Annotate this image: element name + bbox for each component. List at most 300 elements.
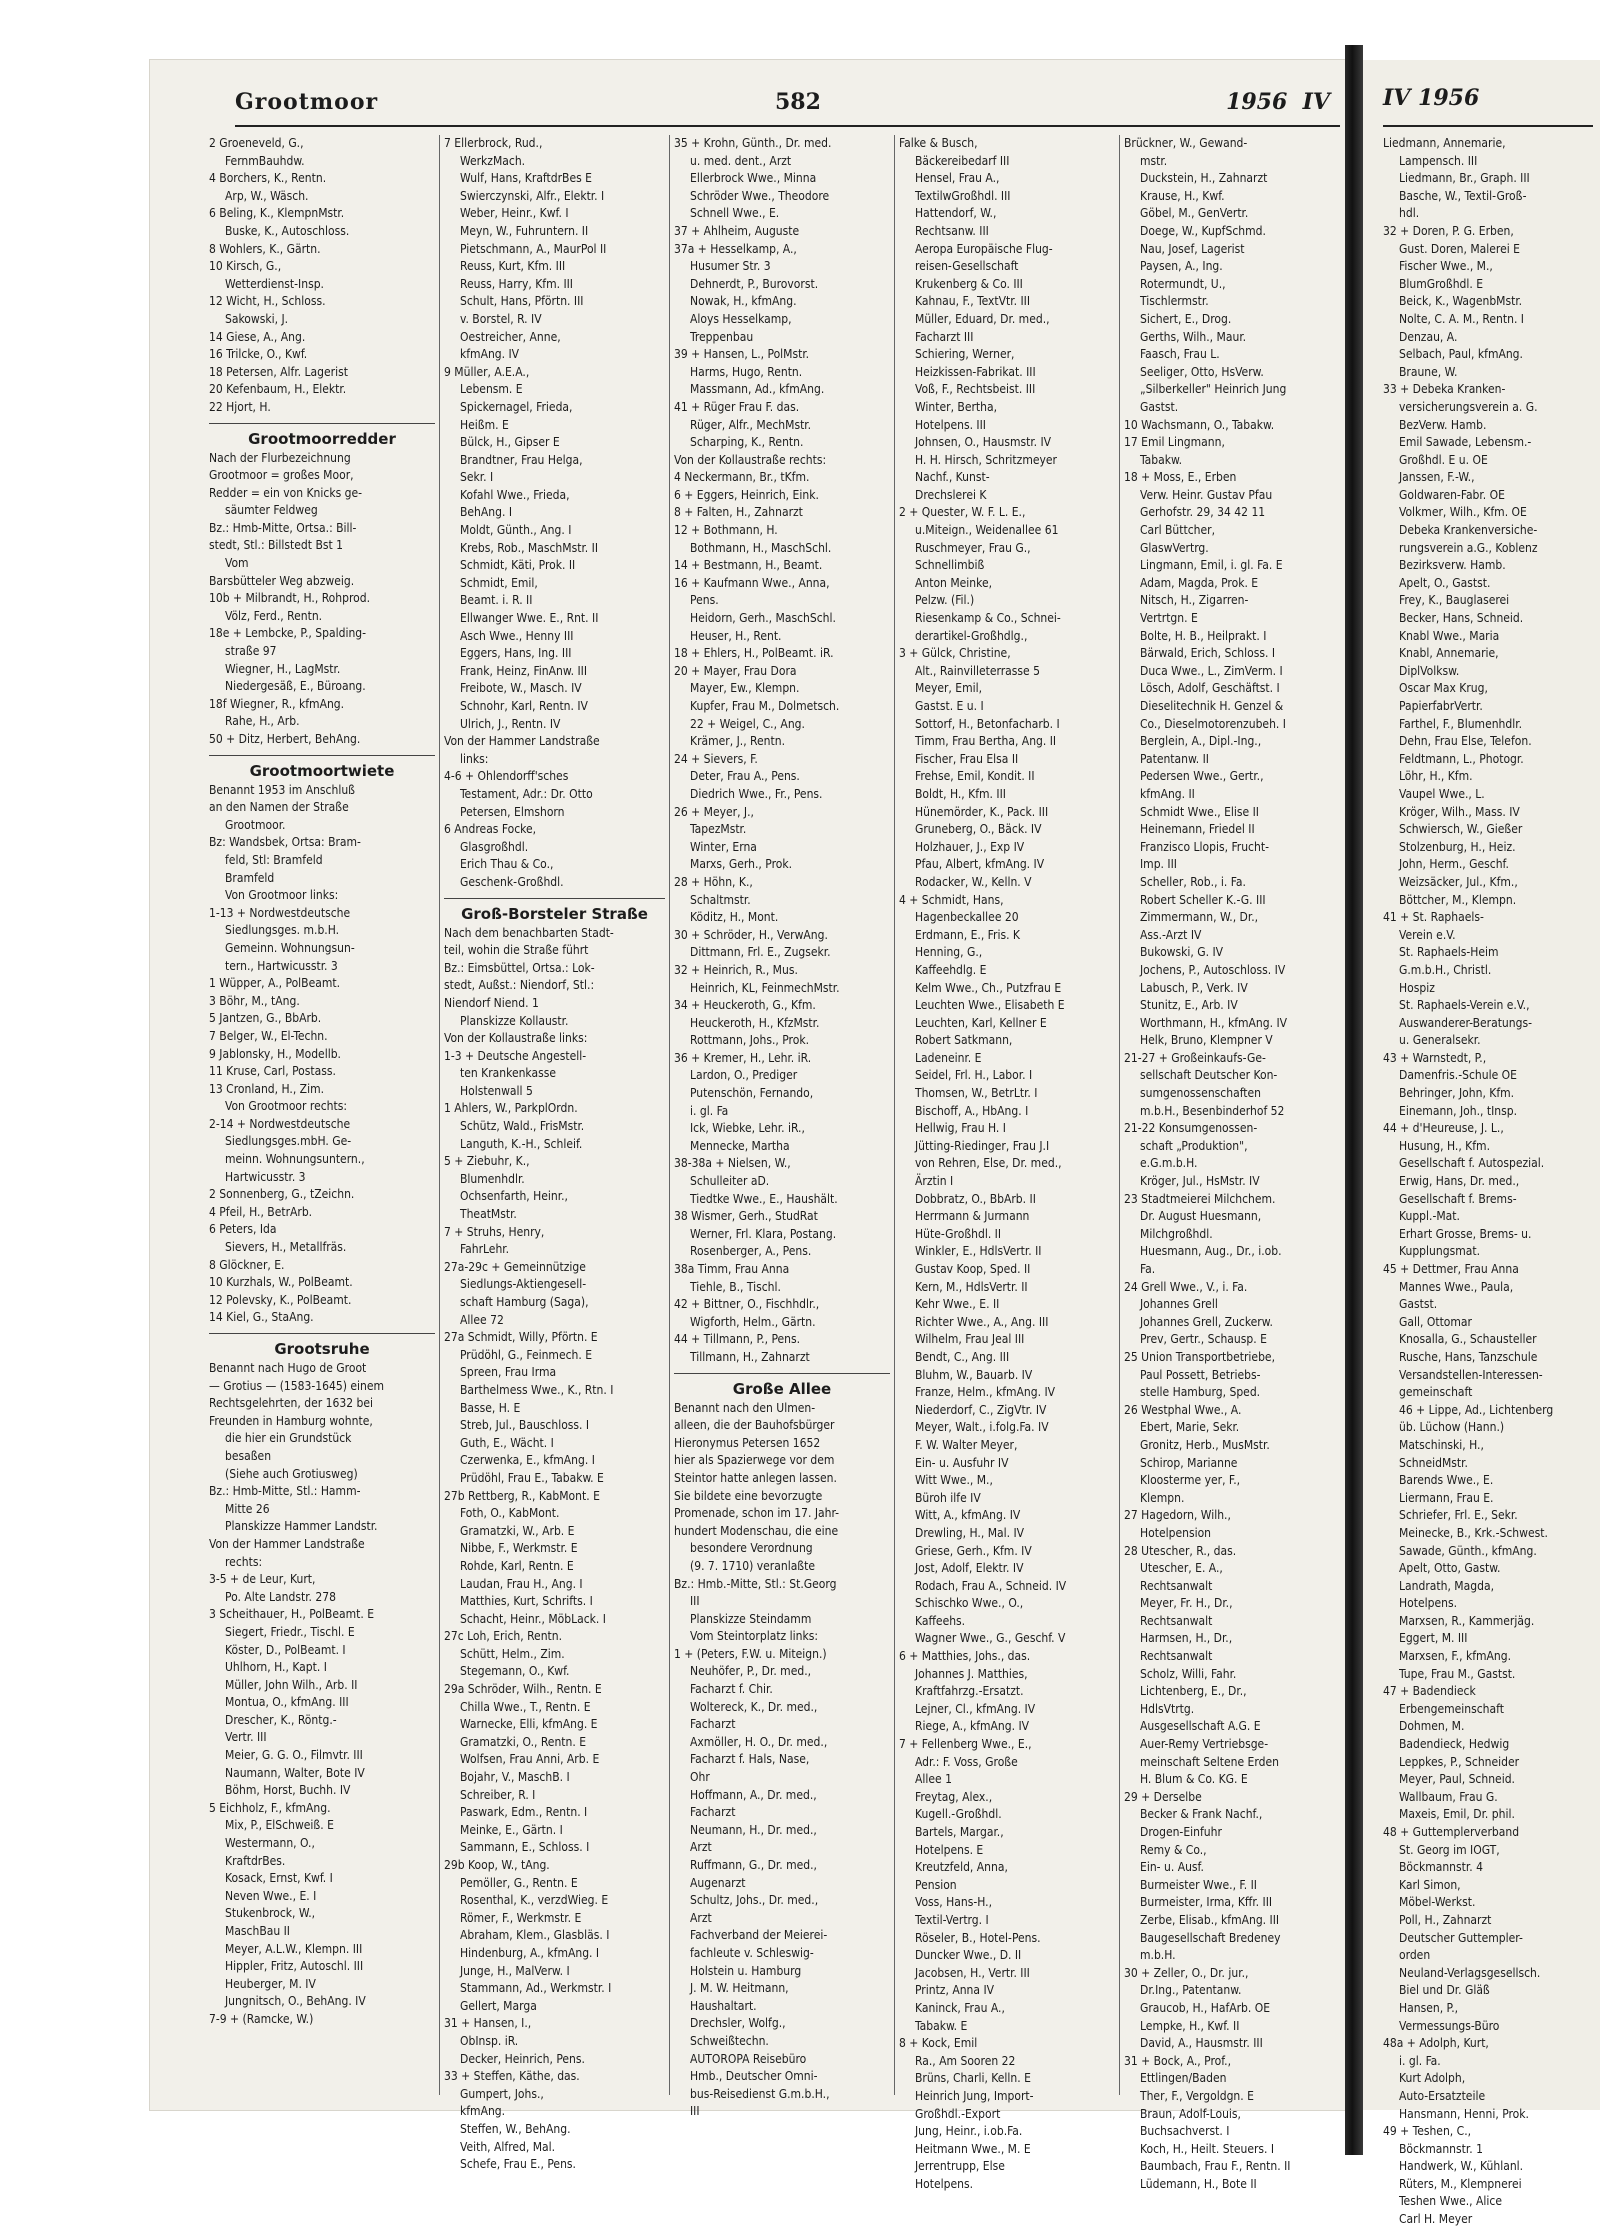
directory-entry: Jütting-Riedinger, Frau J.I bbox=[915, 1138, 1050, 1153]
directory-entry: Ruffmann, G., Dr. med., bbox=[690, 1858, 817, 1872]
directory-entry: Rotermundt, U., bbox=[1140, 276, 1226, 291]
directory-entry: Printz, Anna IV bbox=[915, 1983, 995, 1998]
directory-entry: 38-38a + Nielsen, W., bbox=[674, 1156, 791, 1171]
directory-entry: Jung, Heinr., i.ob.Fa. bbox=[915, 2124, 1023, 2139]
directory-entry: GlaswVertrg. bbox=[1140, 540, 1209, 555]
directory-entry: Thomsen, W., BetrLtr. I bbox=[915, 1086, 1038, 1101]
directory-entry: 14 Giese, A., Ang. bbox=[209, 329, 306, 344]
directory-entry: Meyer, Walt., i.folg.Fa. IV bbox=[915, 1420, 1049, 1435]
directory-entry: (9. 7. 1710) veranlaßte bbox=[690, 1558, 815, 1573]
directory-entry: Drechsler, Wolfg., bbox=[690, 2016, 786, 2031]
directory-entry: AUTOROPA Reisebüro bbox=[690, 2051, 807, 2066]
directory-entry: 44 + d'Heureuse, J. L., bbox=[1383, 1121, 1504, 1136]
directory-entry: Schriefer, Frl. E., Sekr. bbox=[1399, 1508, 1518, 1523]
directory-entry: Voß, F., Rechtsbeist. III bbox=[915, 382, 1036, 397]
directory-entry: Berglein, A., Dipl.-Ing., bbox=[1140, 734, 1262, 749]
directory-entry: besaßen bbox=[225, 1448, 272, 1463]
directory-entry: TapezMstr. bbox=[690, 822, 747, 837]
directory-entry: Dieselitechnik H. Genzel & bbox=[1140, 699, 1284, 713]
directory-entry: Schulleiter aD. bbox=[690, 1174, 770, 1189]
directory-entry: Krause, H., Kwf. bbox=[1140, 188, 1225, 203]
directory-entry: Meyer, A.L.W., Klempn. III bbox=[225, 1941, 363, 1956]
directory-entry: die hier ein Grundstück bbox=[225, 1431, 352, 1446]
directory-entry: Sammann, E., Schloss. I bbox=[460, 1840, 590, 1855]
directory-entry: Kehr Wwe., E. II bbox=[915, 1297, 1000, 1312]
directory-entry: Beamt. i. R. II bbox=[460, 593, 533, 608]
directory-entry: Römer, F., Werkmstr. E bbox=[460, 1910, 582, 1925]
directory-entry: Nolte, C. A. M., Rentn. I bbox=[1399, 311, 1524, 326]
directory-entry: Schefe, Frau E., Pens. bbox=[460, 2157, 576, 2172]
directory-entry: Paswark, Edm., Rentn. I bbox=[460, 1805, 588, 1820]
directory-entry: David, A., Hausmstr. III bbox=[1140, 2036, 1263, 2051]
directory-entry: 7-9 + (Ramcke, W.) bbox=[209, 2011, 314, 2026]
directory-entry: Winkler, E., HdlsVertr. II bbox=[915, 1244, 1042, 1259]
directory-entry: Pension bbox=[915, 1877, 957, 1892]
directory-entry: Böhm, Horst, Buchh. IV bbox=[225, 1783, 351, 1798]
directory-entry: Beick, K., WagenbMstr. bbox=[1399, 294, 1523, 309]
right-page-header: IV 1956 bbox=[1383, 85, 1593, 127]
directory-entry: Eggers, Hans, Ing. III bbox=[460, 646, 572, 661]
directory-entry: 29a Schröder, Wilh., Rentn. E bbox=[444, 1682, 602, 1697]
directory-entry: 48a + Adolph, Kurt, bbox=[1383, 2036, 1489, 2051]
directory-entry: Gramatzki, W., Arb. E bbox=[460, 1523, 575, 1538]
directory-entry: Wolterеck, K., Dr. med., bbox=[690, 1699, 818, 1714]
directory-entry: Vaupel Wwe., L. bbox=[1399, 786, 1485, 801]
directory-entry: Meier, G. G. O., Filmvtr. III bbox=[225, 1748, 363, 1763]
directory-entry: Arzt bbox=[690, 1840, 712, 1855]
directory-entry: Reuss, Harry, Kfm. III bbox=[460, 276, 573, 291]
directory-entry: Treppenbau bbox=[690, 329, 754, 344]
directory-entry: 33 + Steffen, Käthe, das. bbox=[444, 2069, 580, 2084]
directory-entry: Tillmann, H., Zahnarzt bbox=[690, 1349, 810, 1364]
directory-entry: Eggert, M. III bbox=[1399, 1631, 1468, 1646]
directory-entry: sumgenossenschaften bbox=[1140, 1086, 1261, 1101]
directory-entry: kfmAng. IV bbox=[460, 347, 520, 362]
directory-entry: Doege, W., KupfSchmd. bbox=[1140, 223, 1266, 238]
directory-entry: Spreen, Frau Irma bbox=[460, 1365, 557, 1380]
directory-entry: Gemeinn. Wohnungsun- bbox=[225, 940, 355, 955]
directory-entry: Siedlungs-Aktiengesell- bbox=[460, 1277, 587, 1292]
directory-entry: gemeinschaft bbox=[1399, 1385, 1473, 1400]
directory-entry: Aeropa Europäische Flug- bbox=[915, 241, 1053, 256]
directory-entry: 31 + Hansen, I., bbox=[444, 2016, 532, 2031]
directory-entry: Heidorn, Gerh., MaschSchl. bbox=[690, 611, 836, 626]
directory-entry: 39 + Hansen, L., PolMstr. bbox=[674, 347, 810, 362]
directory-entry: Sichert, E., Drog. bbox=[1140, 311, 1232, 326]
directory-entry: Geschenk-Großhdl. bbox=[460, 874, 564, 889]
directory-entry: Gronitz, Herb., MusMstr. bbox=[1140, 1437, 1270, 1452]
directory-entry: Rodach, Frau A., Schneid. IV bbox=[915, 1578, 1067, 1593]
directory-entry: 14 Kiel, G., StaAng. bbox=[209, 1310, 314, 1325]
directory-entry: TheatMstr. bbox=[460, 1207, 517, 1222]
directory-entry: Patentanw. II bbox=[1140, 751, 1209, 766]
directory-entry: Ass.-Arzt IV bbox=[1140, 927, 1202, 942]
directory-entry: Johannes J. Matthies, bbox=[915, 1666, 1028, 1681]
directory-entry: 7 Ellerbrock, Rud., bbox=[444, 136, 543, 150]
directory-entry: Facharzt bbox=[690, 1805, 736, 1820]
directory-entry: versicherungsverein a. G. bbox=[1399, 399, 1538, 414]
directory-entry: Basche, W., Textil-Groß- bbox=[1399, 188, 1527, 203]
directory-entry: Ruschmeyer, Frau G., bbox=[915, 540, 1031, 555]
directory-entry: Voss, Hans-H., bbox=[915, 1895, 993, 1910]
directory-entry: Fischer Wwe., M., bbox=[1399, 259, 1493, 274]
directory-entry: 1-3 + Deutsche Angestell- bbox=[444, 1048, 587, 1063]
directory-entry: rungsverein a.G., Koblenz bbox=[1399, 540, 1538, 555]
directory-entry: Milchgroßhdl. bbox=[1140, 1226, 1213, 1241]
column-4 bbox=[895, 135, 1120, 2191]
directory-entry: Husumer Str. 3 bbox=[690, 259, 771, 274]
directory-entry: Teshen Wwe., Alice bbox=[1399, 2194, 1502, 2209]
directory-entry: 7 + Struhs, Henry, bbox=[444, 1224, 545, 1239]
directory-entry: Stunitz, E., Arb. IV bbox=[1140, 998, 1238, 1013]
directory-entry: Feldtmann, L., Photogr. bbox=[1399, 751, 1524, 766]
directory-entry: Ausgesellschaft A.G. E bbox=[1140, 1719, 1261, 1734]
directory-entry: Gustav Koop, Sped. II bbox=[915, 1262, 1031, 1276]
directory-entry: Lardon, O., Prediger bbox=[690, 1068, 798, 1083]
directory-columns bbox=[205, 135, 1340, 2191]
page-header bbox=[235, 85, 1340, 127]
directory-entry: 34 + Heuckeroth, G., Kfm. bbox=[674, 998, 816, 1013]
directory-entry: Fischer, Frau Elsa II bbox=[915, 751, 1019, 766]
right-column bbox=[1383, 135, 1598, 2227]
directory-entry: Becker & Frank Nachf., bbox=[1140, 1807, 1263, 1822]
directory-entry: Languth, K.-H., Schleif. bbox=[460, 1136, 583, 1151]
directory-entry: Meinecke, B., Krk.-Schwest. bbox=[1399, 1525, 1548, 1540]
directory-entry: Hippler, Fritz, Autoschl. III bbox=[225, 1959, 364, 1974]
directory-entry: Neuland-Verlagsgesellsch. bbox=[1399, 1965, 1541, 1980]
directory-entry: Büroh ilfe IV bbox=[915, 1490, 981, 1505]
directory-entry: u.Miteign., Weidenallee 61 bbox=[915, 523, 1059, 538]
directory-entry: Rüters, M., Klempnerei bbox=[1399, 2176, 1522, 2191]
directory-entry: 13 Cronland, H., Zim. bbox=[209, 1081, 325, 1096]
directory-entry: 5 Jantzen, G., BbArb. bbox=[209, 1011, 322, 1026]
street-heading: Große Allee bbox=[674, 1373, 890, 1400]
directory-entry: 28 Utescher, R., das. bbox=[1124, 1543, 1237, 1558]
directory-entry: Ein- u. Ausf. bbox=[1140, 1860, 1204, 1875]
directory-entry: Hotelpension bbox=[1140, 1525, 1212, 1540]
directory-entry: Petersen, Elmshorn bbox=[460, 804, 565, 819]
directory-entry: Müller, John Wilh., Arb. II bbox=[225, 1677, 358, 1692]
directory-entry: 6 Peters, Ida bbox=[209, 1222, 277, 1237]
directory-entry: Bz.: Hmb-Mitte, Stl.: Hamm- bbox=[209, 1484, 361, 1499]
directory-entry: Braune, W. bbox=[1399, 364, 1458, 379]
directory-entry: 27a-29c + Gemeinnützige bbox=[444, 1259, 586, 1274]
directory-entry: Knosalla, G., Schausteller bbox=[1399, 1332, 1537, 1347]
directory-entry: 2 Sonnenberg, G., tZeichn. bbox=[209, 1187, 355, 1202]
directory-entry: Neven Wwe., E. I bbox=[225, 1888, 317, 1903]
directory-entry: Möbel-Werkst. bbox=[1399, 1895, 1476, 1910]
directory-entry: Bramfeld bbox=[225, 870, 275, 885]
directory-entry: Vertrtgn. E bbox=[1140, 611, 1198, 626]
directory-entry: Bukowski, G. IV bbox=[1140, 945, 1224, 960]
directory-entry: 27 Hagedorn, Wilh., bbox=[1124, 1508, 1231, 1523]
directory-entry: 32 + Heinrich, R., Mus. bbox=[674, 962, 798, 977]
directory-entry: 21-27 + Großeinkaufs-Ge- bbox=[1124, 1050, 1266, 1065]
directory-entry: Hotelpens. bbox=[1399, 1596, 1457, 1611]
column-3 bbox=[670, 135, 895, 2119]
directory-entry: 18f Wiegner, R., kfmAng. bbox=[209, 696, 345, 711]
directory-entry: Gastst. bbox=[1399, 1297, 1438, 1312]
directory-entry: Kraftfahrzg.-Ersatzt. bbox=[915, 1684, 1024, 1699]
directory-entry: Dr. August Huesmann, bbox=[1140, 1209, 1262, 1224]
directory-entry: 2 Groeneveld, G., bbox=[209, 136, 304, 150]
directory-entry: 21-22 Konsumgenossen- bbox=[1124, 1121, 1258, 1136]
directory-entry: FahrLehr. bbox=[460, 1242, 510, 1257]
directory-entry: Benannt nach den Ulmen- bbox=[674, 1400, 816, 1415]
directory-entry: 45 + Dettmer, Frau Anna bbox=[1383, 1262, 1519, 1276]
directory-entry: 20 Kefenbaum, H., Elektr. bbox=[209, 382, 347, 397]
directory-entry: Nowak, H., kfmAng. bbox=[690, 294, 797, 309]
directory-entry: 4 Neckermann, Br., tKfm. bbox=[674, 470, 810, 485]
directory-entry: Benannt nach Hugo de Groot bbox=[209, 1361, 367, 1375]
directory-entry: besondere Verordnung bbox=[690, 1541, 813, 1556]
directory-entry: Koch, H., Heilt. Steuers. I bbox=[1140, 2141, 1275, 2156]
directory-entry: Wigforth, Helm., Gärtn. bbox=[690, 1314, 816, 1329]
directory-entry: Jost, Adolf, Elektr. IV bbox=[915, 1561, 1024, 1576]
directory-entry: Zerbe, Elisab., kfmAng. III bbox=[1140, 1912, 1280, 1927]
directory-entry: Burmeister Wwe., F. II bbox=[1140, 1877, 1257, 1892]
directory-entry: III bbox=[690, 1594, 700, 1609]
directory-entry: Husung, H., Kfm. bbox=[1399, 1138, 1491, 1153]
directory-entry: Czerwenka, E., kfmAng. I bbox=[460, 1453, 595, 1468]
directory-entry: Laudan, Frau H., Ang. I bbox=[460, 1576, 583, 1591]
directory-entry: 42 + Bittner, O., Fischhdlr., bbox=[674, 1297, 820, 1312]
directory-entry: Sie bildete eine bevorzugte bbox=[674, 1488, 823, 1503]
column-5 bbox=[1120, 135, 1340, 2191]
directory-entry: Prüdöhl, Frau E., Tabakw. E bbox=[460, 1470, 604, 1485]
directory-entry: Heinemann, Friedel II bbox=[1140, 822, 1255, 837]
directory-entry: Wetterdienst-Insp. bbox=[225, 276, 324, 291]
directory-entry: Veith, Alfred, Mal. bbox=[460, 2139, 556, 2154]
directory-entry: Köditz, H., Mont. bbox=[690, 910, 779, 925]
directory-entry: Facharzt f. Chir. bbox=[690, 1682, 773, 1697]
directory-entry: Lüdemann, H., Bote II bbox=[1140, 2176, 1257, 2191]
directory-entry: Aloys Hesselkamp, bbox=[690, 311, 792, 326]
directory-entry: Rechtsanwalt bbox=[1140, 1649, 1213, 1664]
directory-entry: Meyer, Fr. H., Dr., bbox=[1140, 1596, 1233, 1611]
directory-entry: Axmöller, H. O., Dr. med., bbox=[690, 1734, 828, 1749]
directory-entry: Bz.: Eimsbüttel, Ortsa.: Lok- bbox=[444, 960, 595, 975]
directory-entry: Von der Hammer Landstraße bbox=[444, 734, 600, 749]
directory-entry: Adam, Magda, Prok. E bbox=[1140, 575, 1259, 590]
directory-entry: Stukenbrock, W., bbox=[225, 1906, 316, 1921]
directory-entry: Marxsen, F., kfmAng. bbox=[1399, 1649, 1512, 1664]
directory-entry: 44 + Tillmann, P., Pens. bbox=[674, 1332, 801, 1347]
directory-entry: Hünemörder, K., Pack. III bbox=[915, 804, 1049, 819]
directory-entry: Werner, Frl. Klara, Postang. bbox=[690, 1226, 837, 1241]
directory-entry: Boldt, H., Kfm. III bbox=[915, 786, 1006, 801]
directory-entry: Franze, Helm., kfmAng. IV bbox=[915, 1385, 1056, 1400]
directory-entry: Apelt, O., Gastst. bbox=[1399, 575, 1491, 590]
directory-entry: 9 Müller, A.E.A., bbox=[444, 364, 530, 379]
directory-entry: Matschinski, H., bbox=[1399, 1437, 1484, 1452]
directory-entry: stedt, Außst.: Niendorf, Stl.: bbox=[444, 978, 595, 993]
directory-entry: 12 Polevsky, K., PolBeamt. bbox=[209, 1292, 352, 1307]
directory-entry: u. Generalsekr. bbox=[1399, 1033, 1481, 1048]
directory-entry: Montua, O., kfmAng. III bbox=[225, 1695, 349, 1710]
directory-entry: Schütt, Helm., Zim. bbox=[460, 1646, 565, 1661]
directory-entry: 12 Wicht, H., Schloss. bbox=[209, 294, 326, 309]
directory-entry: Schröder Wwe., Theodore bbox=[690, 188, 830, 203]
directory-entry: Verein e.V. bbox=[1399, 927, 1456, 942]
directory-entry: Bothmann, H., MaschSchl. bbox=[690, 540, 832, 555]
directory-entry: Falke & Busch, bbox=[899, 136, 978, 150]
directory-entry: Mennecke, Martha bbox=[690, 1138, 790, 1153]
directory-entry: Volkmer, Wilh., Kfm. OE bbox=[1399, 505, 1527, 520]
directory-entry: 32 + Doren, P. G. Erben, bbox=[1383, 223, 1514, 238]
directory-entry: Bolte, H. B., Heilprakt. I bbox=[1140, 628, 1267, 643]
street-heading: Groß-Borsteler Straße bbox=[444, 898, 665, 925]
directory-entry: Buske, K., Autoschloss. bbox=[225, 223, 350, 238]
directory-entry: Frehse, Emil, Kondit. II bbox=[915, 769, 1035, 784]
directory-entry: Kaffeehs. bbox=[915, 1613, 966, 1628]
directory-entry: 22 + Weigel, C., Ang. bbox=[690, 716, 805, 731]
directory-entry: Gruneberg, O., Bäck. IV bbox=[915, 822, 1042, 837]
directory-entry: Zimmermann, W., Dr., bbox=[1140, 910, 1259, 925]
directory-entry: Köster, D., PolBeamt. I bbox=[225, 1642, 346, 1657]
directory-entry: Utescher, E. A., bbox=[1140, 1561, 1223, 1576]
directory-entry: Guth, E., Wächt. I bbox=[460, 1435, 554, 1450]
directory-entry: 50 + Ditz, Herbert, BehAng. bbox=[209, 732, 361, 746]
directory-entry: kfmAng. bbox=[460, 2104, 506, 2119]
directory-entry: Marxsen, R., Kammerjäg. bbox=[1399, 1613, 1535, 1628]
directory-entry: Ellwanger Wwe. E., Rnt. II bbox=[460, 611, 599, 626]
directory-entry: Böckmannstr. 1 bbox=[1399, 2141, 1483, 2156]
directory-entry: Knabl, Annemarie, bbox=[1399, 646, 1499, 661]
directory-entry: 8 + Falten, H., Zahnarzt bbox=[674, 505, 803, 520]
directory-entry: Duncker Wwe., D. II bbox=[915, 1948, 1022, 1963]
directory-entry: Von Grootmoor links: bbox=[225, 888, 339, 903]
directory-entry: St. Raphaels-Verein e.V., bbox=[1399, 998, 1530, 1013]
directory-entry: Glasgroßhdl. bbox=[460, 839, 529, 854]
directory-entry: Deter, Frau A., Pens. bbox=[690, 769, 800, 784]
directory-entry: tern., Hartwicusstr. 3 bbox=[225, 958, 338, 973]
directory-entry: Behringer, John, Kfm. bbox=[1399, 1086, 1515, 1101]
directory-entry: Schultz, Johs., Dr. med., bbox=[690, 1893, 819, 1908]
directory-entry: Scheller, Rob., i. Fa. bbox=[1140, 874, 1246, 889]
directory-entry: Gellert, Marga bbox=[460, 1998, 537, 2013]
directory-entry: Siegert, Friedr., Tischl. E bbox=[225, 1624, 355, 1639]
directory-entry: Haushaltart. bbox=[690, 1998, 757, 2013]
directory-entry: 5 + Ziebuhr, K., bbox=[444, 1154, 530, 1169]
directory-entry: H. Blum & Co. KG. E bbox=[1140, 1772, 1248, 1787]
directory-entry: Leuchten, Karl, Kellner E bbox=[915, 1015, 1047, 1030]
directory-entry: Dehn, Frau Else, Telefon. bbox=[1399, 734, 1532, 749]
directory-entry: Wulf, Hans, KraftdrBes E bbox=[460, 171, 592, 186]
directory-entry: Einemann, Joh., tInsp. bbox=[1399, 1103, 1518, 1118]
directory-entry: Auswanderer-Beratungs- bbox=[1399, 1015, 1532, 1030]
directory-entry: Frank, Heinz, FinAnw. III bbox=[460, 663, 588, 678]
directory-entry: Co., Dieselmotorenzubeh. I bbox=[1140, 716, 1286, 731]
directory-entry: Rosenthal, K., verzdWieg. E bbox=[460, 1893, 609, 1908]
directory-entry: Facharzt bbox=[690, 1717, 736, 1732]
directory-entry: Müller, Eduard, Dr. med., bbox=[915, 311, 1050, 326]
directory-entry: 16 + Kaufmann Wwe., Anna, bbox=[674, 575, 830, 590]
directory-entry: Kröger, Wilh., Mass. IV bbox=[1399, 804, 1520, 819]
directory-entry: Planskizze Hammer Landstr. bbox=[225, 1519, 378, 1534]
column-2 bbox=[440, 135, 670, 2172]
directory-entry: Seidel, Frl. H., Labor. I bbox=[915, 1068, 1033, 1083]
directory-entry: 3-5 + de Leur, Kurt, bbox=[209, 1572, 316, 1587]
directory-entry: Wiegner, H., LagMstr. bbox=[225, 661, 341, 676]
directory-entry: Decker, Heinrich, Pens. bbox=[460, 2051, 585, 2066]
directory-entry: stelle Hamburg, Sped. bbox=[1140, 1385, 1261, 1400]
directory-entry: Asch Wwe., Henny III bbox=[460, 628, 574, 643]
directory-entry: Böckmannstr. 4 bbox=[1399, 1860, 1483, 1875]
directory-entry: Gastst. E u. I bbox=[915, 699, 984, 713]
directory-entry: Deutscher Guttempler- bbox=[1399, 1930, 1523, 1945]
directory-entry: Ellerbrock Wwe., Minna bbox=[690, 171, 817, 186]
header-part: IV bbox=[1302, 89, 1330, 115]
directory-entry: Reuss, Kurt, Kfm. III bbox=[460, 259, 566, 274]
directory-entry: Barsbütteler Weg abzweig. bbox=[209, 573, 355, 588]
directory-entry: Lichtenberg, E., Dr., bbox=[1140, 1684, 1247, 1699]
directory-entry: 27a Schmidt, Willy, Pförtn. E bbox=[444, 1330, 598, 1345]
directory-entry: Dehnerdt, P., Burovorst. bbox=[690, 276, 819, 291]
directory-entry: Weizsäcker, Jul., Kfm., bbox=[1399, 874, 1518, 889]
directory-entry: Burmeister, Irma, Kffr. III bbox=[1140, 1895, 1273, 1910]
directory-entry: Schnohr, Karl, Rentn. IV bbox=[460, 699, 588, 713]
directory-entry: Anton Meinke, bbox=[915, 575, 993, 590]
directory-entry: Kloosterme yer, F., bbox=[1140, 1473, 1241, 1488]
directory-entry: Hartwicusstr. 3 bbox=[225, 1169, 306, 1184]
directory-entry: Hattendorf, W., bbox=[915, 206, 997, 221]
directory-entry: Rodacker, W., Kelln. V bbox=[915, 874, 1032, 889]
directory-entry: Gust. Doren, Malerei E bbox=[1399, 241, 1520, 256]
directory-entry: Hospiz bbox=[1399, 980, 1435, 995]
directory-entry: Liermann, Frau E. bbox=[1399, 1490, 1494, 1505]
directory-entry: Rechtsgelehrten, der 1632 bei bbox=[209, 1396, 373, 1411]
directory-entry: Farthel, F., Blumenhdlr. bbox=[1399, 716, 1523, 731]
directory-entry: Hellwig, Frau H. I bbox=[915, 1121, 1006, 1136]
directory-entry: Steffen, W., BehAng. bbox=[460, 2121, 571, 2136]
directory-entry: i. gl. Fa. bbox=[1399, 2053, 1441, 2068]
directory-entry: Lempke, H., Kwf. II bbox=[1140, 2018, 1240, 2033]
directory-entry: Weber, Heinr., Kwf. I bbox=[460, 206, 569, 221]
directory-entry: Warnecke, Elli, kfmAng. E bbox=[460, 1717, 598, 1732]
directory-entry: 4 + Schmidt, Hans, bbox=[899, 892, 1004, 907]
directory-entry: 12 + Bothmann, H. bbox=[674, 523, 778, 538]
directory-entry: 30 + Zeller, O., Dr. jur., bbox=[1124, 1965, 1249, 1980]
directory-entry: 18 Petersen, Alfr. Lagerist bbox=[209, 364, 348, 379]
directory-entry: Gerhofstr. 29, 34 42 11 bbox=[1140, 505, 1266, 520]
directory-entry: ObInsp. iR. bbox=[460, 2033, 519, 2048]
directory-entry: orden bbox=[1399, 1948, 1431, 1963]
directory-entry: 38 Wismer, Gerh., StudRat bbox=[674, 1209, 818, 1224]
directory-entry: meinschaft Seltene Erden bbox=[1140, 1754, 1279, 1769]
directory-entry: Robert Scheller K.-G. III bbox=[1140, 892, 1266, 907]
directory-entry: Matthies, Kurt, Schrifts. I bbox=[460, 1594, 593, 1609]
directory-entry: üb. Lüchow (Hann.) bbox=[1399, 1420, 1505, 1435]
directory-entry: BlumGroßhdl. E bbox=[1399, 276, 1484, 291]
directory-entry: Ulrich, J., Rentn. IV bbox=[460, 716, 561, 731]
directory-entry: Denzau, A. bbox=[1399, 329, 1458, 344]
directory-entry: Kaffeehdlg. E bbox=[915, 962, 987, 977]
directory-entry: Emil Sawade, Lebensm.- bbox=[1399, 435, 1532, 450]
directory-entry: Baugesellschaft Bredeney bbox=[1140, 1930, 1281, 1945]
directory-entry: Helk, Bruno, Klempner V bbox=[1140, 1033, 1273, 1048]
directory-entry: Griese, Gerh., Kfm. IV bbox=[915, 1543, 1032, 1558]
directory-entry: Becker, Hans, Schneid. bbox=[1399, 611, 1524, 626]
directory-entry: Abraham, Klem., Glasbläs. I bbox=[460, 1928, 610, 1943]
directory-entry: Schweißtechn. bbox=[690, 2033, 769, 2048]
directory-entry: Kupplungsmat. bbox=[1399, 1244, 1480, 1259]
directory-entry: 23 Stadtmeierei Milchchem. bbox=[1124, 1191, 1276, 1206]
directory-entry: Wagner Wwe., G., Geschf. V bbox=[915, 1631, 1066, 1646]
directory-entry: fachleute v. Schleswig- bbox=[690, 1945, 814, 1960]
column-1 bbox=[205, 135, 440, 2095]
directory-entry: Westermann, O., bbox=[225, 1836, 315, 1851]
